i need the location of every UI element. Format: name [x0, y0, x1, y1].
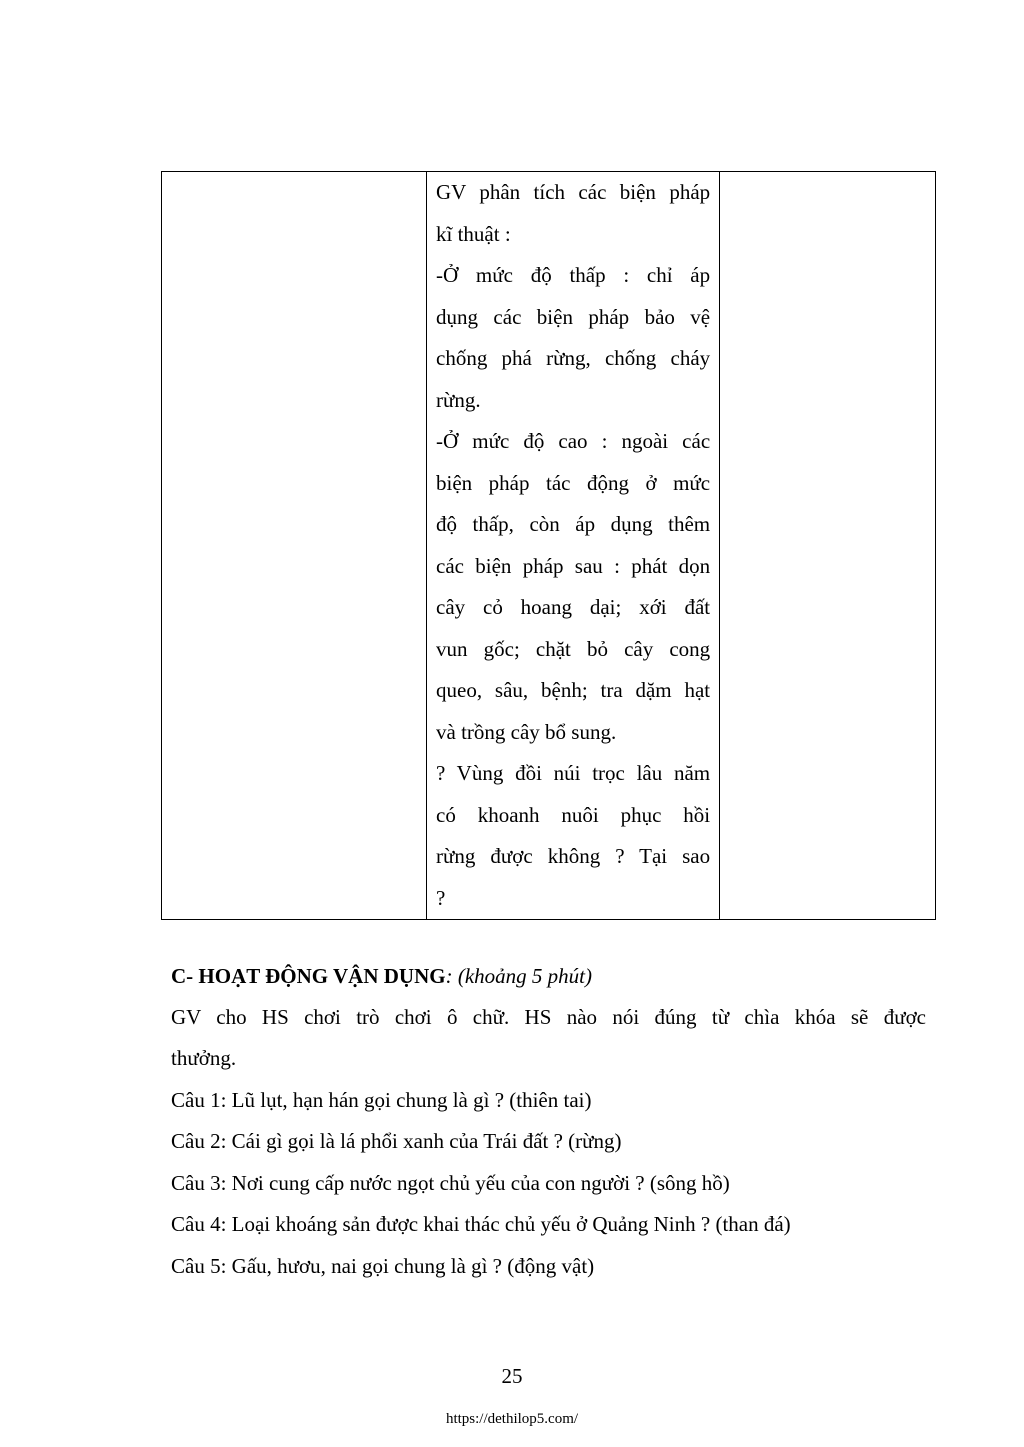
cell-text-line: rừng được không ? Tại sao — [436, 844, 711, 868]
question-line: Câu 4: Loại khoáng sản được khai thác chủ yếu ở Quảng Ninh ? (than đá) — [171, 1212, 791, 1236]
cell-text-line: các biện pháp sau : phát dọn — [436, 553, 711, 578]
activity-table — [161, 171, 936, 920]
cell-text-line: dụng các biện pháp bảo vệ — [436, 304, 711, 329]
page-number: 25 — [501, 1364, 523, 1388]
question-line: Câu 1: Lũ lụt, hạn hán gọi chung là gì ? (thiên tai) — [171, 1088, 592, 1112]
table-cell-teacher-activity — [427, 172, 720, 920]
table-row — [162, 172, 936, 920]
cell-text-line: và trồng cây bổ sung. — [436, 719, 617, 744]
cell-text-line: vun gốc; chặt bỏ cây cong — [436, 636, 711, 661]
cell-text-line: GV phân tích các biện pháp — [436, 180, 711, 204]
question-line: Câu 3: Nơi cung cấp nước ngọt chủ yếu của con người ? (sông hồ) — [171, 1171, 730, 1195]
cell-text-line: rừng. — [436, 387, 481, 412]
section-heading — [171, 958, 592, 994]
table-cell-right — [720, 172, 936, 920]
question-line: Câu 5: Gấu, hươu, nai gọi chung là gì ? (động vật) — [171, 1254, 595, 1278]
cell-text-line: kĩ thuật : — [436, 221, 511, 246]
cell-text-line: cây cỏ hoang dại; xới đất — [436, 595, 711, 619]
table-cell-left — [162, 172, 427, 920]
cell-text-line: có khoanh nuôi phục hồi — [436, 802, 711, 827]
section-duration: : (khoảng 5 phút) — [445, 964, 592, 988]
cell-text-line: độ thấp, còn áp dụng thêm — [436, 512, 711, 536]
cell-text-line: ? — [436, 885, 446, 910]
cell-text-line: chống phá rừng, chống cháy — [436, 346, 711, 370]
intro-text-line: GV cho HS chơi trò chơi ô chữ. HS nào nói đúng từ chìa khóa sẽ được — [171, 1005, 926, 1029]
cell-text-line: ? Vùng đồi núi trọc lâu năm — [436, 761, 711, 785]
cell-text-line: biện pháp tác động ở mức — [436, 470, 711, 495]
footer-url: https://dethilop5.com/ — [445, 1411, 579, 1427]
question-line: Câu 2: Cái gì gọi là lá phổi xanh của Trái đất ? (rừng) — [171, 1129, 622, 1153]
section-title: C- HOẠT ĐỘNG VẬN DỤNG — [171, 964, 446, 988]
intro-text-line: thưởng. — [171, 1046, 237, 1070]
cell-text-line: queo, sâu, bệnh; tra dặm hạt — [436, 678, 711, 702]
cell-text-line: -Ở mức độ cao : ngoài các — [436, 429, 711, 453]
cell-text-line: -Ở mức độ thấp : chỉ áp — [436, 263, 711, 287]
